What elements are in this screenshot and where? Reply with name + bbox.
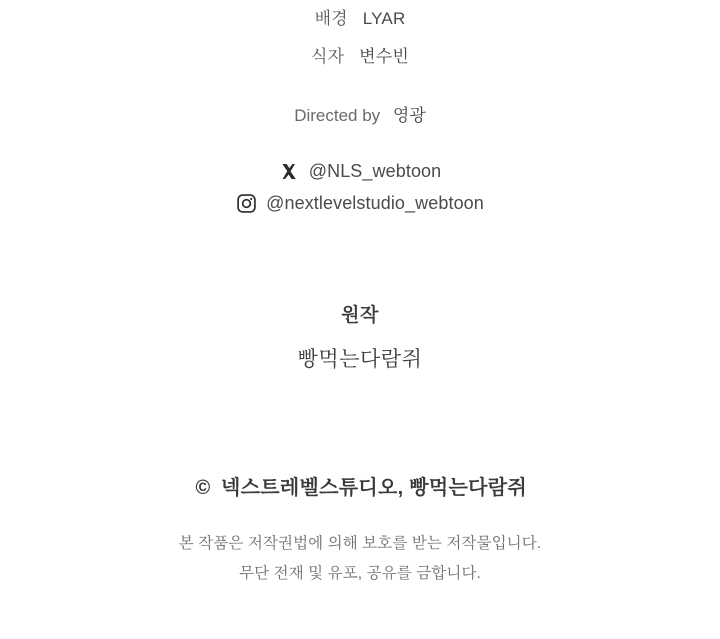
original-work-section — [0, 299, 720, 381]
social-links — [0, 155, 720, 219]
x-twitter-icon — [279, 161, 300, 182]
legal-line: 무단 전재 및 유포, 공유를 금합니다. — [239, 565, 481, 582]
credit-row — [0, 0, 720, 38]
credit-name: 변수빈 — [359, 47, 410, 66]
credit-name: LYAR — [362, 9, 406, 28]
instagram-icon — [236, 193, 257, 214]
social-handle[interactable]: @nextlevelstudio_webtoon — [266, 193, 484, 213]
social-link-instagram[interactable] — [0, 187, 720, 219]
social-handle[interactable]: @NLS_webtoon — [308, 161, 442, 181]
original-work-label: 원작 — [341, 305, 379, 326]
copyright-holders: 넥스트레벨스튜디오, 빵먹는다람쥐 — [220, 477, 527, 499]
credits-list — [0, 0, 720, 76]
legal-notice — [0, 529, 720, 589]
copyright-holders-row — [0, 473, 720, 503]
copyright-icon: © — [195, 477, 211, 499]
directed-by-row — [0, 101, 720, 131]
legal-line: 본 작품은 저작권법에 의해 보호를 받는 저작물입니다. — [178, 535, 542, 552]
original-work-author: 빵먹는다람쥐 — [297, 348, 423, 371]
directed-by-label: Directed by — [294, 106, 381, 125]
director-name: 영광 — [392, 106, 426, 125]
copyright-section — [0, 473, 720, 589]
credit-row — [0, 38, 720, 76]
credit-role: 배경 — [314, 9, 348, 28]
credit-role: 식자 — [310, 47, 345, 66]
social-link-x[interactable] — [0, 155, 720, 187]
